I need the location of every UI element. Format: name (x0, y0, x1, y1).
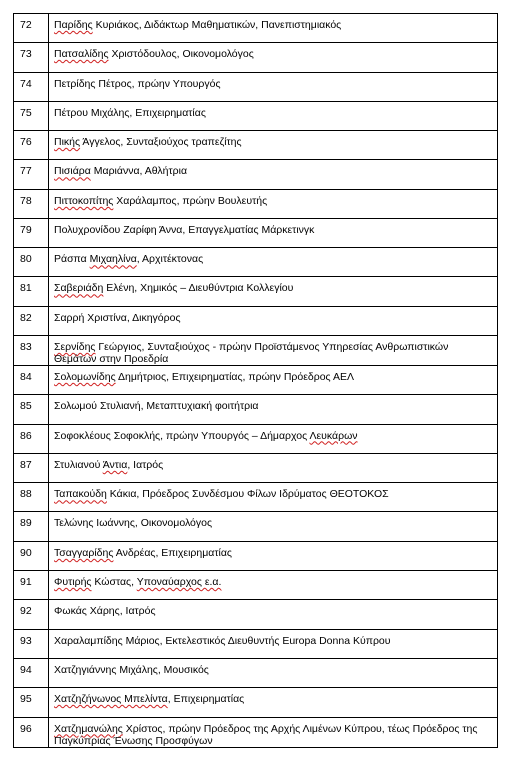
table-row (14, 218, 498, 248)
entry-text: Σοφοκλέους Σοφοκλής, πρώην Υπουργός – Δήμαρχος (54, 429, 310, 442)
entry-text: Στυλιανού (54, 458, 103, 471)
row-entry (49, 336, 498, 366)
row-entry (49, 218, 498, 248)
table-row (14, 483, 498, 512)
row-number: 87 (14, 453, 49, 483)
row-number: 83 (14, 336, 49, 366)
spellcheck-word: Πατσαλίδης (54, 48, 109, 61)
row-number: 79 (14, 218, 49, 248)
spellcheck-word: Σαβεριάδη (54, 282, 104, 295)
row-number: 80 (14, 248, 49, 277)
row-number: 94 (14, 659, 49, 688)
row-number: 77 (14, 160, 49, 190)
spellcheck-word: Πικής (54, 136, 81, 149)
row-entry (49, 43, 498, 73)
spellcheck-word: Μιχαηλίνα (89, 253, 137, 266)
table-row (14, 306, 498, 335)
row-number: 72 (14, 14, 49, 43)
spellcheck-word: Πιττοκοπίτης (54, 194, 114, 207)
row-number: 82 (14, 306, 49, 335)
spellcheck-word: Χατζηζήνωνος Μπελίντα (54, 693, 168, 706)
spellcheck-word: Χατζημανώλης (54, 722, 123, 735)
row-number: 96 (14, 717, 49, 747)
table-row (14, 336, 498, 366)
entry-text: Πετρίδης Πέτρος, πρώην Υπουργός (54, 77, 221, 90)
row-entry (49, 306, 498, 335)
spellcheck-word: Ταπακούδη (54, 488, 107, 501)
table-row (14, 101, 498, 131)
entry-text: Γεώργιος, Συνταξιούχος - πρώην Προϊστάμενος Υπηρεσίας Ανθρωπιστικών Θεμάτων στην Προεδρία (54, 341, 449, 366)
row-number: 73 (14, 43, 49, 73)
row-entry (49, 248, 498, 277)
table-row (14, 72, 498, 101)
spellcheck-word: Φυτιρής (54, 575, 92, 588)
row-number: 74 (14, 72, 49, 101)
row-number: 88 (14, 483, 49, 512)
table-row (14, 570, 498, 600)
entry-text: Μαριάννα, Αθλήτρια (90, 165, 188, 178)
entry-text: Άγγελος, Συνταξιούχος τραπεζίτης (80, 136, 242, 149)
table-row (14, 453, 498, 483)
table-row (14, 541, 498, 570)
row-number: 95 (14, 688, 49, 718)
row-number: 89 (14, 512, 49, 542)
row-number: 78 (14, 189, 49, 218)
entry-text: Ελένη, Χημικός – Διευθύντρια Κολλεγίου (103, 282, 294, 295)
row-entry (49, 659, 498, 688)
spellcheck-word: Σολομωνίδης (54, 371, 116, 384)
row-number: 90 (14, 541, 49, 570)
table-row (14, 160, 498, 190)
row-entry (49, 512, 498, 542)
table-row (14, 629, 498, 659)
row-number: 84 (14, 366, 49, 395)
row-number: 85 (14, 395, 49, 425)
table-row (14, 43, 498, 73)
entry-text: Πολυχρονίδου Ζαρίφη Άννα, Επαγγελματίας Μάρκετινγκ (54, 223, 315, 236)
row-entry (49, 717, 498, 747)
entry-text: Κυριάκος, Διδάκτωρ Μαθηματικών, Πανεπιστημιακός (92, 19, 342, 31)
row-entry (49, 277, 498, 307)
spellcheck-word: Πισιάρα (54, 165, 91, 178)
row-entry (49, 541, 498, 570)
row-number: 76 (14, 131, 49, 160)
row-entry (49, 395, 498, 425)
row-number: 81 (14, 277, 49, 307)
entry-text: Χαράλαμπος, πρώην Βουλευτής (113, 194, 268, 207)
members-table (13, 13, 498, 748)
entry-text: , Επιχειρηματίας (167, 693, 245, 706)
row-entry (49, 424, 498, 453)
table-row (14, 717, 498, 747)
spellcheck-word: Σερνίδης (54, 341, 96, 354)
row-number: 93 (14, 629, 49, 659)
row-entry (49, 14, 498, 43)
row-entry (49, 453, 498, 483)
entry-text: Χαραλαμπίδης Μάριος, Εκτελεστικός Διευθυντής Europa Donna Κύπρου (54, 634, 391, 647)
entry-text: Ανδρέας, Επιχειρηματίας (113, 546, 232, 559)
entry-text-end: , Ιατρός (127, 458, 164, 471)
entry-text: Χατζηγιάννης Μιχάλης, Μουσικός (54, 664, 209, 677)
entry-text: Κάκια, Πρόεδρος Συνδέσμου Φίλων Ιδρύματος ΘΕΟΤΟΚΟΣ (106, 488, 389, 501)
row-number: 92 (14, 600, 49, 629)
table-row (14, 512, 498, 542)
row-number: 86 (14, 424, 49, 453)
row-entry (49, 366, 498, 395)
table-body (14, 14, 498, 748)
table-row (14, 248, 498, 277)
spellcheck-word: Τσαγγαρίδης (54, 546, 114, 559)
entry-text-end: , Αρχιτέκτονας (136, 253, 204, 266)
table-row (14, 659, 498, 688)
entry-text: Σολωμού Στυλιανή, Μεταπτυχιακή φοιτήτρια (54, 400, 259, 413)
table-row (14, 14, 498, 43)
table-row (14, 189, 498, 218)
spellcheck-word: Υποναύαρχος ε.α. (136, 575, 222, 588)
table-row (14, 424, 498, 453)
spellcheck-word: Άντια (102, 458, 128, 471)
row-entry (49, 688, 498, 718)
row-number: 75 (14, 101, 49, 131)
table-row (14, 131, 498, 160)
entry-text: Φωκάς Χάρης, Ιατρός (54, 605, 156, 618)
spellcheck-word: Λευκάρων (309, 429, 358, 442)
entry-text: Χριστόδουλος, Οικονομολόγος (108, 48, 254, 61)
table-row (14, 366, 498, 395)
entry-text: Ράσπα (54, 253, 90, 266)
entry-text: Τελώνης Ιωάννης, Οικονομολόγος (54, 517, 213, 530)
table-row (14, 395, 498, 425)
entry-text: Δημήτριος, Επιχειρηματίας, πρώην Πρόεδρος ΑΕΛ (115, 371, 354, 384)
row-entry (49, 189, 498, 218)
entry-text: Σαρρή Χριστίνα, Δικηγόρος (54, 311, 181, 324)
row-entry (49, 629, 498, 659)
row-entry (49, 483, 498, 512)
spellcheck-word: Παρίδης (54, 19, 93, 31)
entry-text: Κώστας, (91, 575, 137, 588)
row-entry (49, 600, 498, 629)
row-entry (49, 72, 498, 101)
entry-text: Πέτρου Μιχάλης, Επιχειρηματίας (54, 106, 206, 119)
table-row (14, 688, 498, 718)
table-row (14, 600, 498, 629)
row-entry (49, 101, 498, 131)
row-number: 91 (14, 570, 49, 600)
row-entry (49, 131, 498, 160)
table-row (14, 277, 498, 307)
row-entry (49, 570, 498, 600)
row-entry (49, 160, 498, 190)
entry-text: Χρίστος, πρώην Πρόεδρος της Αρχής Λιμένων Κύπρου, τέως Πρόεδρος της Παγκύπριας Ένωσης Προσφύγων (54, 722, 478, 747)
